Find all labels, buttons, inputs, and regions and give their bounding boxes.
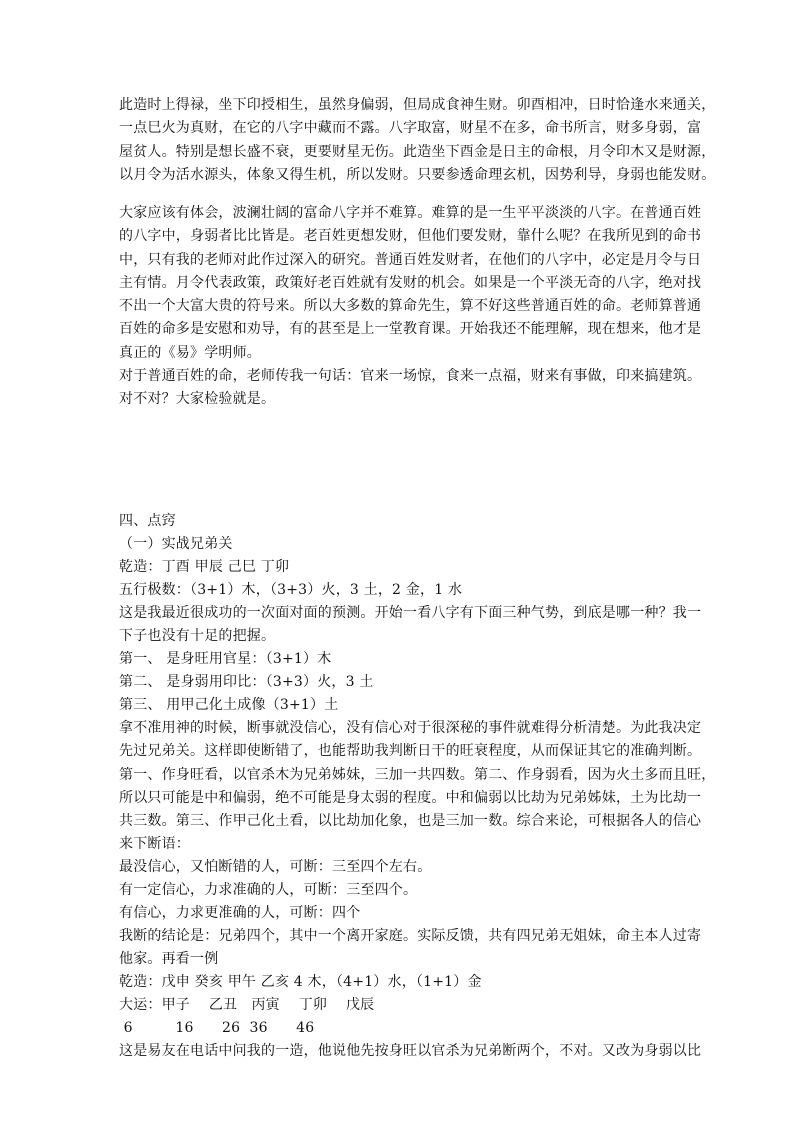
- text-line: 的八字中，身弱者比比皆是。老百姓更想发财，但他们要发财，靠什么呢？在我所见到的命书: [119, 228, 702, 245]
- text-line: 6 16 26 36 46: [119, 1020, 315, 1037]
- text-line: 对于普通百姓的命，老师传我一句话：官来一场惊，食来一点福，财来有事做，印来搞建筑。: [119, 368, 702, 385]
- text-line: 先过兄弟关。这样即使断错了，也能帮助我判断日干的旺衰程度，从而保证其它的准确判断。: [119, 743, 702, 760]
- text-line: 来下断语：: [119, 835, 190, 852]
- text-line: 百姓的命多是安慰和劝导，有的甚至是上一堂教育课。开始我还不能理解，现在想来，他才是: [119, 321, 702, 338]
- text-line: 此造时上得禄，坐下印授相生，虽然身偏弱，但局成食神生财。卯酉相冲，日时恰逢水来通关，: [119, 97, 716, 113]
- text-line: 以月令为活水源头，体象又得生机，所以发财。只要参透命理玄机，因势利导，身弱也能发财。: [119, 166, 716, 183]
- text-line: 乾造：戊申 癸亥 甲午 乙亥 4 木，（4+1）水，（1+1）金: [119, 973, 482, 990]
- text-line: 四、点窍: [119, 513, 176, 529]
- text-line: 我断的结论是：兄弟四个，其中一个离开家庭。实际反馈，共有四兄弟无姐妹，命主本人过寄: [119, 927, 702, 944]
- text-line: 这是易友在电话中问我的一造，他说他先按身旺以官杀为兄弟断两个，不对。又改为身弱以比: [119, 1043, 702, 1060]
- text-line: 所以只可能是中和偏弱，绝不可能是身太弱的程度。中和偏弱以比劫为兄弟姊妹，土为比劫一: [119, 789, 702, 806]
- text-line: 主有情。月令代表政策，政策好老百姓就有发财的机会。如果是一个平淡无奇的八字，绝对找: [119, 274, 702, 291]
- text-line: （一）实战兄弟关: [119, 536, 233, 553]
- text-line: 一点巳火为真财，在它的八字中藏而不露。八字取富，财星不在多，命书所言，财多身弱，富: [119, 120, 702, 137]
- text-line: 有信心，力求更准确的人，可断：四个: [119, 904, 361, 921]
- text-line: 屋贫人。特别是想长盛不衰，更要财星无伤。此造坐下酉金是日主的命根，月令印木又是财源，: [119, 143, 716, 160]
- text-line: 第一、 是身旺用官星：（3+1）木: [119, 651, 332, 668]
- text-line: 最没信心，又怕断错的人，可断：三至四个左右。: [119, 858, 432, 875]
- text-line: 拿不准用神的时候，断事就没信心，没有信心对于很深秘的事件就难得分析清楚。为此我决定: [119, 720, 702, 737]
- text-line: 第二、 是身弱用印比：（3+3）火，3 土: [119, 674, 374, 691]
- text-line: 五行极数：（3+1）木，（3+3）火，3 土，2 金，1 水: [119, 582, 463, 599]
- text-line: 大家应该有体会，波澜壮阔的富命八字并不难算。难算的是一生平平淡淡的八字。在普通百姓: [119, 205, 702, 221]
- text-line: 他家。再看一例: [119, 950, 219, 967]
- text-line: 共三数。第三、作甲己化土看，以比劫加化象，也是三加一数。综合来论，可根据各人的信心: [119, 812, 702, 829]
- text-line: 大运：甲子 乙丑 丙寅 丁卯 戊辰: [119, 996, 375, 1013]
- paragraph-common-people: [119, 202, 702, 412]
- text-line: 真正的《易》学明师。: [119, 344, 261, 361]
- text-line: 中，只有我的老师对此作过深入的研究。普通百姓发财者，在他们的八字中，必定是月令与日: [119, 251, 702, 268]
- text-line: 对不对？大家检验就是。: [119, 391, 276, 408]
- text-line: 第一、作身旺看，以官杀木为兄弟姊妹，三加一共四数。第二、作身弱看，因为火土多而且旺，: [119, 766, 716, 783]
- section-four-key-points: [119, 510, 716, 1063]
- text-line: 第三、 用甲己化土成像（3+1）土: [119, 697, 339, 714]
- text-line: 这是我最近很成功的一次面对面的预测。开始一看八字有下面三种气势，到底是哪一种？我一: [119, 605, 702, 622]
- text-line: 下子也没有十足的把握。: [119, 628, 276, 645]
- text-line: 不出一个大富大贵的符号来。所以大多数的算命先生，算不好这些普通百姓的命。老师算普通: [119, 298, 702, 315]
- text-line: 乾造：丁酉 甲辰 己巳 丁卯: [119, 559, 290, 576]
- text-line: 有一定信心，力求准确的人，可断：三至四个。: [119, 881, 418, 898]
- paragraph-wealth-analysis: [119, 94, 716, 187]
